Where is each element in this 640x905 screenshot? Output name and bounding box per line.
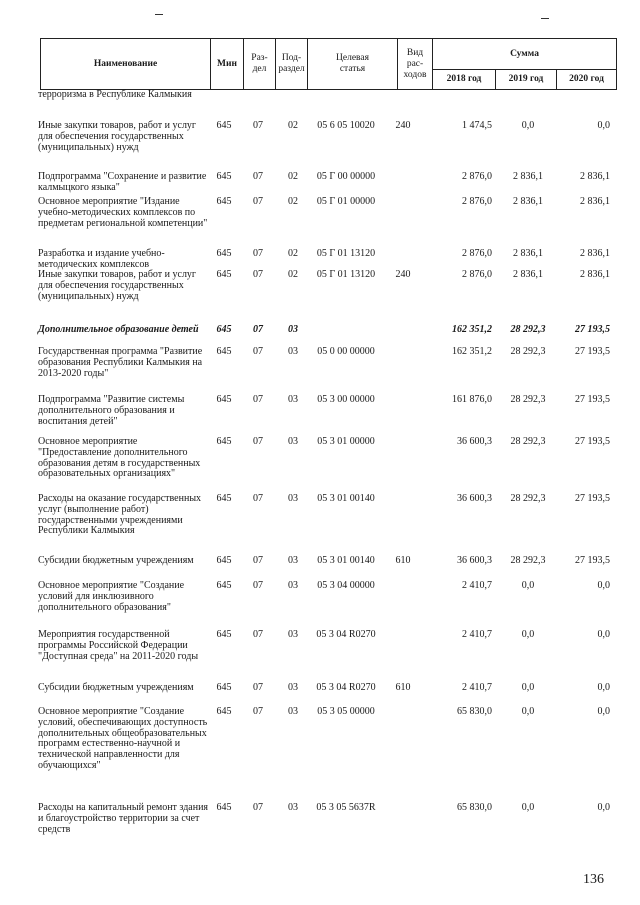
- cell-subsection: 02: [288, 248, 298, 259]
- cell-min: 645: [216, 580, 232, 591]
- cell-y2019: 28 292,3: [510, 346, 546, 357]
- cell-y2020: 0,0: [597, 682, 610, 693]
- cell-y2019: 0,0: [521, 120, 535, 131]
- header-min: Мин: [211, 39, 244, 90]
- cell-name: Разработка и издание учебно-методических комплексов: [38, 248, 165, 270]
- cell-article: 05 3 05 5637R: [316, 802, 376, 813]
- cell-subsection: 03: [288, 682, 298, 693]
- cell-type: 240: [395, 120, 411, 131]
- header-year-2020: 2020 год: [557, 70, 617, 90]
- cell-y2020: 0,0: [597, 120, 610, 131]
- cell-y2018: 2 876,0: [462, 196, 492, 207]
- cell-section: 07: [253, 248, 263, 259]
- cell-y2020: 27 193,5: [575, 346, 610, 357]
- cell-min: 645: [216, 120, 232, 131]
- cell-subsection: 03: [288, 555, 298, 566]
- cell-name: Расходы на оказание государственных услуг (выполнение работ) государственными учреждениями Республики Калмыкия: [38, 493, 202, 537]
- header-section: Раз- дел: [244, 39, 276, 90]
- cell-y2018: 2 410,7: [462, 629, 492, 640]
- cell-y2020: 2 836,1: [580, 269, 610, 280]
- cell-section: 07: [253, 120, 263, 131]
- cell-min: 645: [216, 629, 232, 640]
- cell-subsection: 03: [288, 324, 298, 335]
- cell-section: 07: [253, 196, 263, 207]
- cell-y2019: 2 836,1: [513, 171, 543, 182]
- cell-article: 05 Г 01 00000: [316, 196, 376, 207]
- cell-y2020: 27 193,5: [575, 555, 610, 566]
- cell-y2019: 28 292,3: [510, 493, 546, 504]
- cell-y2018: 36 600,3: [457, 436, 492, 447]
- cell-y2018: 2 876,0: [462, 248, 492, 259]
- cell-y2018: 162 351,2: [452, 324, 492, 335]
- cell-article: 05 3 04 R0270: [316, 682, 376, 693]
- cell-y2018: 2 876,0: [462, 269, 492, 280]
- cell-subsection: 02: [288, 171, 298, 182]
- cell-type: 610: [395, 555, 411, 566]
- cell-section: 07: [253, 682, 263, 693]
- cell-name: Основное мероприятие "Предоставление дополнительного образования детям в государственных образовательных организациях": [38, 436, 201, 480]
- cell-min: 645: [216, 269, 232, 280]
- cell-name: Субсидии бюджетным учреждениям: [38, 555, 194, 566]
- cell-name: Государственная программа "Развитие образования Республики Калмыкия на 2013-2020 годы": [38, 346, 203, 379]
- cell-subsection: 02: [288, 269, 298, 280]
- cell-article: 05 Г 01 13120: [316, 269, 376, 280]
- cell-subsection: 02: [288, 196, 298, 207]
- cell-y2019: 0,0: [521, 580, 535, 591]
- cell-name: Дополнительное образование детей: [38, 324, 199, 335]
- cell-y2020: 2 836,1: [580, 248, 610, 259]
- cell-y2019: 2 836,1: [513, 196, 543, 207]
- cell-y2018: 2 410,7: [462, 580, 492, 591]
- cell-article: 05 6 05 10020: [317, 120, 375, 131]
- cell-subsection: 03: [288, 706, 298, 717]
- cell-y2020: 27 193,5: [575, 324, 610, 335]
- cell-article: 05 3 01 00000: [317, 436, 375, 447]
- cell-subsection: 03: [288, 394, 298, 405]
- cell-min: 645: [216, 346, 232, 357]
- cell-subsection: 02: [288, 120, 298, 131]
- cell-article: 05 3 04 00000: [317, 580, 375, 591]
- cell-y2018: 2 410,7: [462, 682, 492, 693]
- cell-y2019: 2 836,1: [513, 269, 543, 280]
- cell-y2019: 2 836,1: [513, 248, 543, 259]
- cell-article: 05 3 01 00140: [317, 555, 375, 566]
- cell-section: 07: [253, 171, 263, 182]
- cell-y2018: 2 876,0: [462, 171, 492, 182]
- cell-min: 645: [216, 436, 232, 447]
- header-year-2019: 2019 год: [496, 70, 557, 90]
- scan-mark-left: [155, 14, 163, 15]
- cell-name: Иные закупки товаров, работ и услуг для обеспечения государственных (муниципальных) нужд: [38, 269, 197, 302]
- cell-section: 07: [253, 802, 263, 813]
- cell-section: 07: [253, 580, 263, 591]
- cell-name: терроризма в Республике Калмыкия: [38, 89, 192, 100]
- cell-type: 610: [395, 682, 411, 693]
- cell-y2020: 2 836,1: [580, 196, 610, 207]
- cell-section: 07: [253, 346, 263, 357]
- cell-min: 645: [216, 394, 232, 405]
- cell-name: Подпрограмма "Сохранение и развитие калмыцкого языка": [38, 171, 207, 193]
- cell-y2020: 27 193,5: [575, 436, 610, 447]
- cell-subsection: 03: [288, 436, 298, 447]
- cell-min: 645: [216, 493, 232, 504]
- cell-article: 05 0 00 00000: [317, 346, 375, 357]
- cell-section: 07: [253, 394, 263, 405]
- header-sum: Сумма: [433, 39, 617, 70]
- page-number: 136: [583, 872, 604, 887]
- cell-section: 07: [253, 269, 263, 280]
- cell-min: 645: [216, 196, 232, 207]
- header-name: Наименование: [41, 39, 211, 90]
- cell-name: Подпрограмма "Развитие системы дополнительного образования и воспитания детей": [38, 394, 185, 427]
- cell-y2019: 28 292,3: [510, 324, 546, 335]
- cell-subsection: 03: [288, 629, 298, 640]
- cell-article: 05 3 05 00000: [317, 706, 375, 717]
- cell-min: 645: [216, 171, 232, 182]
- cell-y2018: 65 830,0: [457, 802, 492, 813]
- cell-min: 645: [216, 248, 232, 259]
- cell-article: 05 3 04 R0270: [316, 629, 376, 640]
- cell-name: Основное мероприятие "Создание условий, обеспечивающих доступность дополнительных общеобразовательных программ естественно-научной и технической направленности для обучающихся": [38, 706, 208, 771]
- cell-y2018: 162 351,2: [452, 346, 492, 357]
- header-year-2018: 2018 год: [433, 70, 496, 90]
- cell-y2019: 28 292,3: [510, 555, 546, 566]
- cell-article: 05 Г 01 13120: [316, 248, 376, 259]
- table-header: [40, 38, 617, 90]
- cell-y2018: 161 876,0: [452, 394, 492, 405]
- header-subsection: Под- раздел: [276, 39, 308, 90]
- cell-y2019: 0,0: [521, 682, 535, 693]
- header-article: Целевая статья: [308, 39, 398, 90]
- cell-subsection: 03: [288, 580, 298, 591]
- cell-name: Мероприятия государственной программы Российской Федерации "Доступная среда" на 2011-2020 годы: [38, 629, 199, 662]
- cell-min: 645: [216, 682, 232, 693]
- cell-section: 07: [253, 493, 263, 504]
- cell-y2018: 65 830,0: [457, 706, 492, 717]
- cell-y2020: 2 836,1: [580, 171, 610, 182]
- cell-section: 07: [253, 324, 263, 335]
- cell-name: Расходы на капитальный ремонт здания и благоустройство территории за счет средств: [38, 802, 209, 835]
- cell-y2020: 0,0: [597, 706, 610, 717]
- cell-subsection: 03: [288, 346, 298, 357]
- cell-min: 645: [216, 324, 232, 335]
- cell-subsection: 03: [288, 802, 298, 813]
- cell-article: 05 3 01 00140: [317, 493, 375, 504]
- cell-y2019: 0,0: [521, 802, 535, 813]
- header-expense-type: Вид рас- ходов: [398, 39, 433, 90]
- cell-y2018: 1 474,5: [462, 120, 492, 131]
- cell-subsection: 03: [288, 493, 298, 504]
- cell-min: 645: [216, 555, 232, 566]
- cell-type: 240: [395, 269, 411, 280]
- cell-name: Основное мероприятие "Издание учебно-методических комплексов по предметам региональной компетенции": [38, 196, 208, 229]
- scan-mark-right: [541, 18, 549, 19]
- cell-y2020: 0,0: [597, 629, 610, 640]
- cell-article: 05 Г 00 00000: [316, 171, 376, 182]
- cell-min: 645: [216, 706, 232, 717]
- cell-y2019: 0,0: [521, 706, 535, 717]
- cell-y2018: 36 600,3: [457, 555, 492, 566]
- cell-section: 07: [253, 555, 263, 566]
- cell-y2019: 28 292,3: [510, 436, 546, 447]
- cell-article: 05 3 00 00000: [317, 394, 375, 405]
- cell-y2020: 27 193,5: [575, 394, 610, 405]
- cell-y2020: 27 193,5: [575, 493, 610, 504]
- cell-section: 07: [253, 629, 263, 640]
- cell-name: Иные закупки товаров, работ и услуг для обеспечения государственных (муниципальных) нужд: [38, 120, 197, 153]
- cell-section: 07: [253, 436, 263, 447]
- cell-y2020: 0,0: [597, 802, 610, 813]
- cell-name: Субсидии бюджетным учреждениям: [38, 682, 194, 693]
- cell-section: 07: [253, 706, 263, 717]
- cell-y2019: 28 292,3: [510, 394, 546, 405]
- cell-y2019: 0,0: [521, 629, 535, 640]
- cell-y2020: 0,0: [597, 580, 610, 591]
- cell-min: 645: [216, 802, 232, 813]
- cell-name: Основное мероприятие "Создание условий для инклюзивного дополнительного образования": [38, 580, 185, 613]
- cell-y2018: 36 600,3: [457, 493, 492, 504]
